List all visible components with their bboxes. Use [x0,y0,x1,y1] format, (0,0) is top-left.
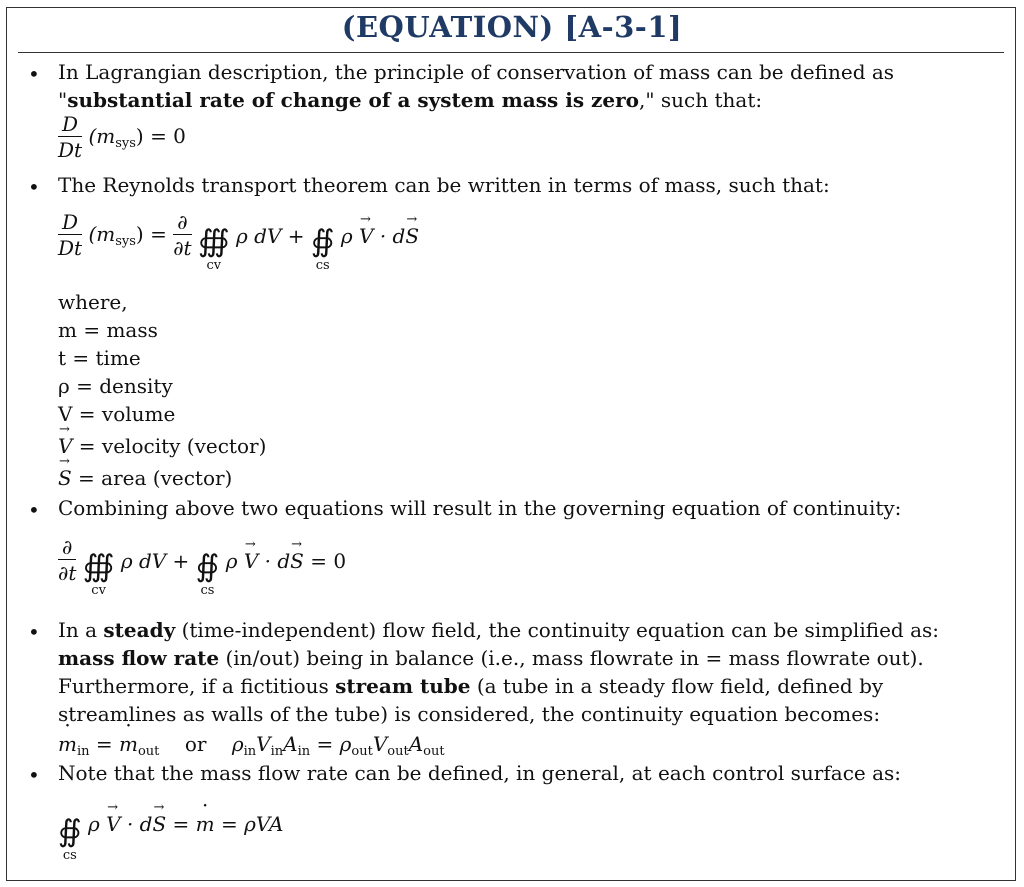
bullet-4-line-1: In a steady (time-independent) flow field, the continuity equation can be simplified as: [58,618,939,642]
bullet-1-line-2: "substantial rate of change of a system mass is zero," such that: [58,88,763,112]
bullet-4-line-3: Furthermore, if a fictitious stream tube (a tube in a steady flow field, defined by [58,674,884,698]
bullet-5: • [28,763,40,787]
stream-tube-equation: ˙ $m_{in}$ = ˙ $m_{out}$ or $\rho_{in}V_{in}A_{in} = \rho_{out}V_{out}A_{out}$ [58,732,445,759]
bullet-3-line-1: Combining above two equations will result in the governing equation of continuity: [58,496,902,520]
bold-substantial-rate: substantial rate of change of a system mass is zero [67,88,639,112]
def-area: → S = area (vector) [58,466,232,490]
bullet-2: • [28,175,40,199]
where-label: where, [58,290,128,314]
mass-flow-equation: ∯ cs ρ → V · d→ S = ˙ m = ρVA [58,800,283,848]
bullet-3: • [28,498,40,522]
def-time: t = time [58,346,141,370]
bullet-4: • [28,620,40,644]
title-divider [18,52,1004,53]
bullet-4-line-4: streamlines as walls of the tube) is considered, the continuity equation becomes: [58,702,881,726]
def-velocity: → V = velocity (vector) [58,434,266,458]
bullet-4-line-2: mass flow rate (in/out) being in balance (i.e., mass flowrate in = mass flowrate out). [58,646,924,670]
reynolds-equation: $\frac{D}{Dt}$ $(m_{sys})$ = $\frac{\partial}{\partial t}$ ∰ cv ρ dV + ∯ cs ρ → V · d→ S [58,210,419,261]
page-title: (EQUATION) [A-3-1] [341,10,683,44]
bullet-1-line-1: In Lagrangian description, the principle of conservation of mass can be defined as [58,60,895,84]
bullet-1: • [28,62,40,86]
def-volume: V = volume [58,402,176,426]
def-density: ρ = density [58,374,173,398]
def-mass: m = mass [58,318,158,342]
continuity-equation: $\frac{\partial}{\partial t}$ ∰ cv ρ dV + ∯ cs ρ → V · d→ S = 0 [58,535,346,586]
bullet-2-line-1: The Reynolds transport theorem can be written in terms of mass, such that: [58,173,830,197]
bullet-5-line-1: Note that the mass flow rate can be defined, in general, at each control surface as: [58,761,902,785]
lagrangian-equation: $\frac{D}{Dt}$ $(m_{sys}) = 0$ [58,112,186,162]
